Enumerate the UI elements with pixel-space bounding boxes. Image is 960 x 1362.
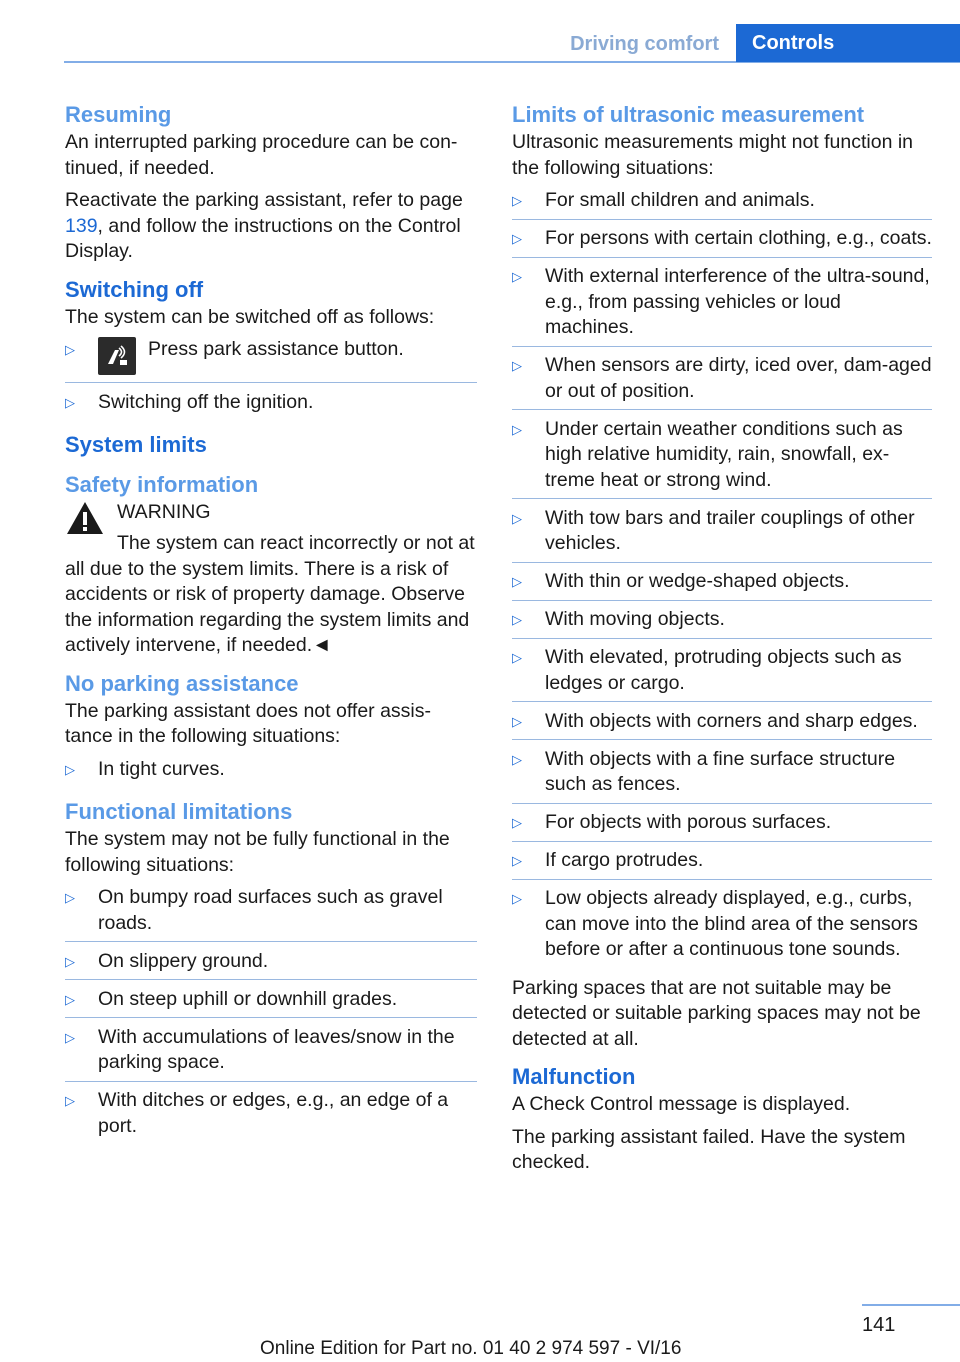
list-item <box>512 417 932 500</box>
warning-triangle-icon <box>65 500 105 536</box>
resuming-text-2b: , and follow the instructions on the Control Display. <box>65 214 461 262</box>
list-item-text: With elevated, protruding objects such as ledges or cargo. <box>545 646 902 694</box>
warning-label: WARNING <box>117 501 211 523</box>
list-item <box>512 645 932 702</box>
list-item <box>65 1025 477 1082</box>
functional-intro: The system may not be fully functional in the following situations: <box>65 828 450 876</box>
ultrasonic-intro: Ultrasonic measurements might not function in the following situations: <box>512 131 914 179</box>
triangle-bullet-icon: ▷ <box>512 421 522 437</box>
switch-off-item-1: Press park assistance button. <box>148 338 404 360</box>
ultrasonic-list <box>512 188 932 968</box>
section-no-parking-assistance <box>65 669 477 788</box>
list-item <box>65 987 477 1019</box>
list-item-text: With moving objects. <box>545 608 725 630</box>
footer-divider <box>862 1304 960 1306</box>
list-item <box>512 607 932 639</box>
ultrasonic-outro: Parking spaces that are not suitable may be detected or suitable parking spaces may not be detected at all. <box>512 976 921 1050</box>
malfunction-text-2: The parking assistant failed. Have the system checked. <box>512 1125 906 1173</box>
park-assist-button-icon <box>98 337 136 375</box>
list-item-text: For persons with certain clothing, e.g., coats. <box>545 227 932 249</box>
switch-off-item-2: Switching off the ignition. <box>98 390 314 413</box>
triangle-bullet-icon: ▷ <box>512 574 522 589</box>
page-link-139[interactable]: 139 <box>65 214 98 237</box>
header-section: Driving comfort <box>555 26 735 62</box>
warning-block <box>65 500 477 558</box>
list-item <box>512 188 932 220</box>
no-parking-list <box>65 757 477 788</box>
triangle-bullet-icon: ▷ <box>512 853 522 868</box>
heading-functional-limitations: Functional limitations <box>65 799 293 824</box>
section-system-limits <box>65 430 477 460</box>
section-ultrasonic-limits <box>512 100 932 1052</box>
triangle-bullet-icon: ▷ <box>512 358 522 373</box>
list-item <box>512 506 932 563</box>
list-item-text: Under certain weather conditions such as high relative humidity, rain, snowfall, ex‐treme heat or strong wind. <box>545 417 903 491</box>
list-item <box>65 390 477 421</box>
triangle-bullet-icon: ▷ <box>512 612 522 627</box>
list-item <box>65 885 477 942</box>
list-item-text: With tow bars and trailer couplings of other vehicles. <box>545 506 915 554</box>
functional-list <box>65 885 477 1144</box>
list-item-text: With accumulations of leaves/snow in the parking space. <box>98 1025 455 1073</box>
list-item <box>512 848 932 880</box>
section-safety <box>65 470 477 659</box>
heading-malfunction: Malfunction <box>512 1064 636 1089</box>
list-item <box>512 569 932 601</box>
triangle-bullet-icon: ▷ <box>512 193 522 208</box>
list-item <box>512 264 932 347</box>
list-item-text: With thin or wedge-shaped objects. <box>545 570 850 592</box>
list-item-text: With objects with a fine surface structure such as fences. <box>545 747 896 795</box>
list-item-text: For small children and animals. <box>545 189 815 211</box>
list-item-text: For objects with porous surfaces. <box>545 811 832 833</box>
triangle-bullet-icon: ▷ <box>512 510 522 526</box>
list-item <box>512 886 932 968</box>
list-item-text: When sensors are dirty, iced over, dam‐aged or out of position. <box>545 354 932 402</box>
no-parking-intro: The parking assistant does not offer assis‐tance in the following situations: <box>65 699 431 747</box>
resuming-text-2 <box>65 188 477 265</box>
list-item-text: With ditches or edges, e.g., an edge of a port. <box>98 1089 449 1137</box>
list-item-text: With external interference of the ultra‐sound, e.g., from passing vehicles or loud machines. <box>545 265 930 338</box>
list-item-text: On steep uphill or downhill grades. <box>98 987 398 1010</box>
header-divider <box>64 61 960 63</box>
switching-off-list <box>65 337 477 420</box>
list-item <box>65 337 477 383</box>
heading-switching-off: Switching off <box>65 276 204 302</box>
switching-off-intro: The system can be switched off as follows: <box>65 305 435 328</box>
list-item-text: On slippery ground. <box>98 949 269 972</box>
list-item <box>65 757 477 788</box>
triangle-bullet-icon: ▷ <box>512 650 522 665</box>
list-item-text: With objects with corners and sharp edges. <box>545 709 918 732</box>
list-item <box>512 747 932 804</box>
heading-resuming: Resuming <box>65 102 172 127</box>
triangle-bullet-icon: ▷ <box>65 991 75 1007</box>
warning-text: The system can react incorrectly or not at all due to the system limits. There is a risk of accidents or risk of property damage. Observe the information regarding the system limits and actively intervene, if needed.◄ <box>65 532 475 656</box>
section-resuming <box>65 100 477 265</box>
triangle-bullet-icon: ▷ <box>512 815 522 830</box>
section-malfunction <box>512 1062 932 1176</box>
list-item <box>512 810 932 842</box>
section-switching-off <box>65 275 477 421</box>
list-item <box>512 353 932 410</box>
list-item-text: If cargo protrudes. <box>545 849 704 871</box>
left-column <box>65 100 477 1154</box>
triangle-bullet-icon: ▷ <box>512 231 522 246</box>
heading-safety-information: Safety information <box>65 472 259 497</box>
heading-no-parking-assistance: No parking assistance <box>65 670 299 696</box>
heading-system-limits: System limits <box>65 432 207 457</box>
triangle-bullet-icon: ▷ <box>65 1029 75 1045</box>
triangle-bullet-icon: ▷ <box>512 713 522 729</box>
list-item <box>65 949 477 981</box>
triangle-bullet-icon: ▷ <box>512 269 522 284</box>
resuming-text-2a: Reactivate the parking assistant, refer to page <box>65 189 463 211</box>
triangle-bullet-icon: ▷ <box>512 891 522 906</box>
resuming-text-1: An interrupted parking procedure can be con‐tinued, if needed. <box>65 131 458 179</box>
heading-ultrasonic-limits: Limits of ultrasonic measurement <box>512 102 865 127</box>
right-column <box>512 100 932 1186</box>
triangle-bullet-icon: ▷ <box>65 953 75 969</box>
list-item-text: Low objects already displayed, e.g., curbs, can move into the blind area of the sensors before or after a continuous tone sounds. <box>545 887 918 960</box>
triangle-bullet-icon: ▷ <box>65 1093 75 1108</box>
malfunction-text-1: A Check Control message is displayed. <box>512 1093 851 1115</box>
list-item-text: In tight curves. <box>98 757 225 780</box>
list-item <box>512 226 932 258</box>
triangle-bullet-icon: ▷ <box>65 342 75 357</box>
page-number: 141 <box>862 1314 896 1336</box>
triangle-bullet-icon: ▷ <box>65 394 75 410</box>
triangle-bullet-icon: ▷ <box>512 751 522 767</box>
triangle-bullet-icon: ▷ <box>65 890 75 905</box>
header-chapter-tab: Controls <box>736 24 960 62</box>
list-item-text: On bumpy road surfaces such as gravel roads. <box>98 886 443 934</box>
list-item <box>512 709 932 741</box>
list-item <box>65 1088 477 1144</box>
footer-edition: Online Edition for Part no. 01 40 2 974 597 - VI/16 <box>260 1338 682 1359</box>
section-functional-limitations <box>65 797 477 1144</box>
triangle-bullet-icon: ▷ <box>65 761 75 777</box>
